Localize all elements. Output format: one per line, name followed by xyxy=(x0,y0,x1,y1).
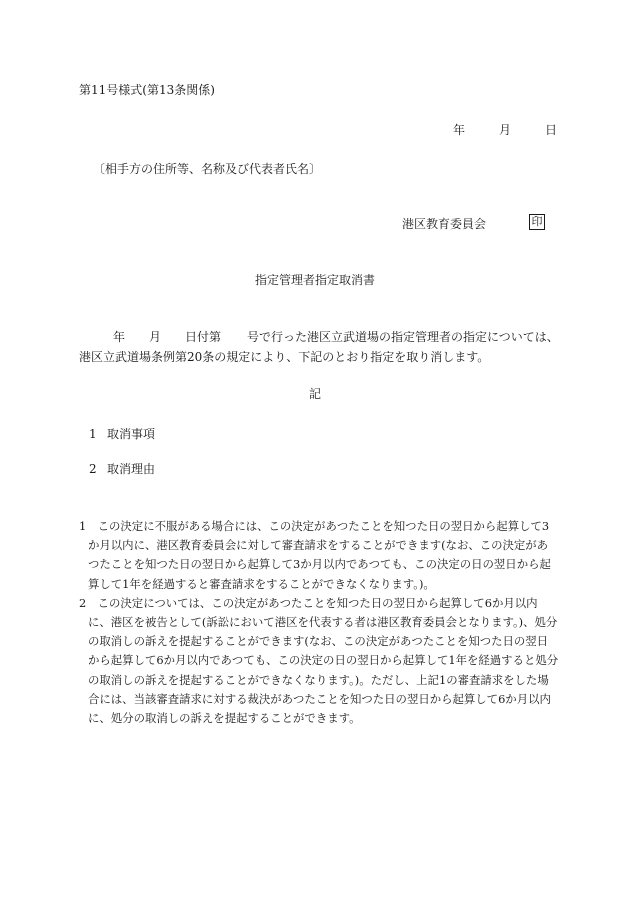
notice-paragraph-1: 1 この決定に不服がある場合には、この決定があつたことを知つた日の翌日から起算して3か月以内に、港区教育委員会に対して審査請求をすることができます(なお、この決定があつたことを知つた日の翌日から起算して3か月以内であつても、この決定の日の翌日から起算して1年を経過すると審査請求をすることができなくなります。)。 xyxy=(79,519,551,591)
item-cancellation-reason xyxy=(89,463,155,475)
item-cancellation-matter xyxy=(89,428,155,440)
seal-mark: 印 xyxy=(529,214,545,230)
appeal-notice xyxy=(79,517,559,728)
notice-paragraph-2: 2 この決定については、この決定があつたことを知つた日の翌日から起算して6か月以内に、港区を被告として(訴訟において港区を代表する者は港区教育委員会となります。)、処分の取消しの訴えを提起することができます(なお、この決定があつたことを知つた日の翌日から起算して6か月以内であつても、この決定の日の翌日から起算して1年を経過すると処分の取消しの訴えを提起することができなくなります。)。ただし、上記1の審査請求をした場合には、当該審査請求に対する裁決があつたことを知つた日の翌日から起算して6か月以内に、処分の取消しの訴えを提起することができます。 xyxy=(79,595,559,726)
item-number: 1 xyxy=(89,427,97,441)
form-number: 第11号様式(第13条関係) xyxy=(79,83,215,97)
issuer-name: 港区教育委員会 xyxy=(402,217,487,231)
item-label: 取消理由 xyxy=(107,462,156,476)
date-month-label: 月 xyxy=(499,123,512,137)
item-label: 取消事項 xyxy=(107,427,156,441)
date-year-label: 年 xyxy=(453,123,466,137)
body-text-line1 xyxy=(113,331,559,343)
document-title: 指定管理者指定取消書 xyxy=(254,273,375,287)
date-day-label: 日 xyxy=(545,123,558,137)
body-day-no: 日付第 xyxy=(185,330,222,344)
item-number: 2 xyxy=(89,462,97,476)
body-month: 月 xyxy=(149,330,162,344)
body-line1-rest: 号で行った港区立武道場の指定管理者の指定については、 xyxy=(247,330,559,344)
body-year: 年 xyxy=(113,330,126,344)
recipient-placeholder: 〔相手方の住所等、名称及び代表者氏名〕 xyxy=(93,162,322,176)
ki-heading: 記 xyxy=(308,387,321,401)
body-text-line2: 港区立武道場条例第20条の規定により、下記のとおり指定を取り消します。 xyxy=(79,350,490,364)
